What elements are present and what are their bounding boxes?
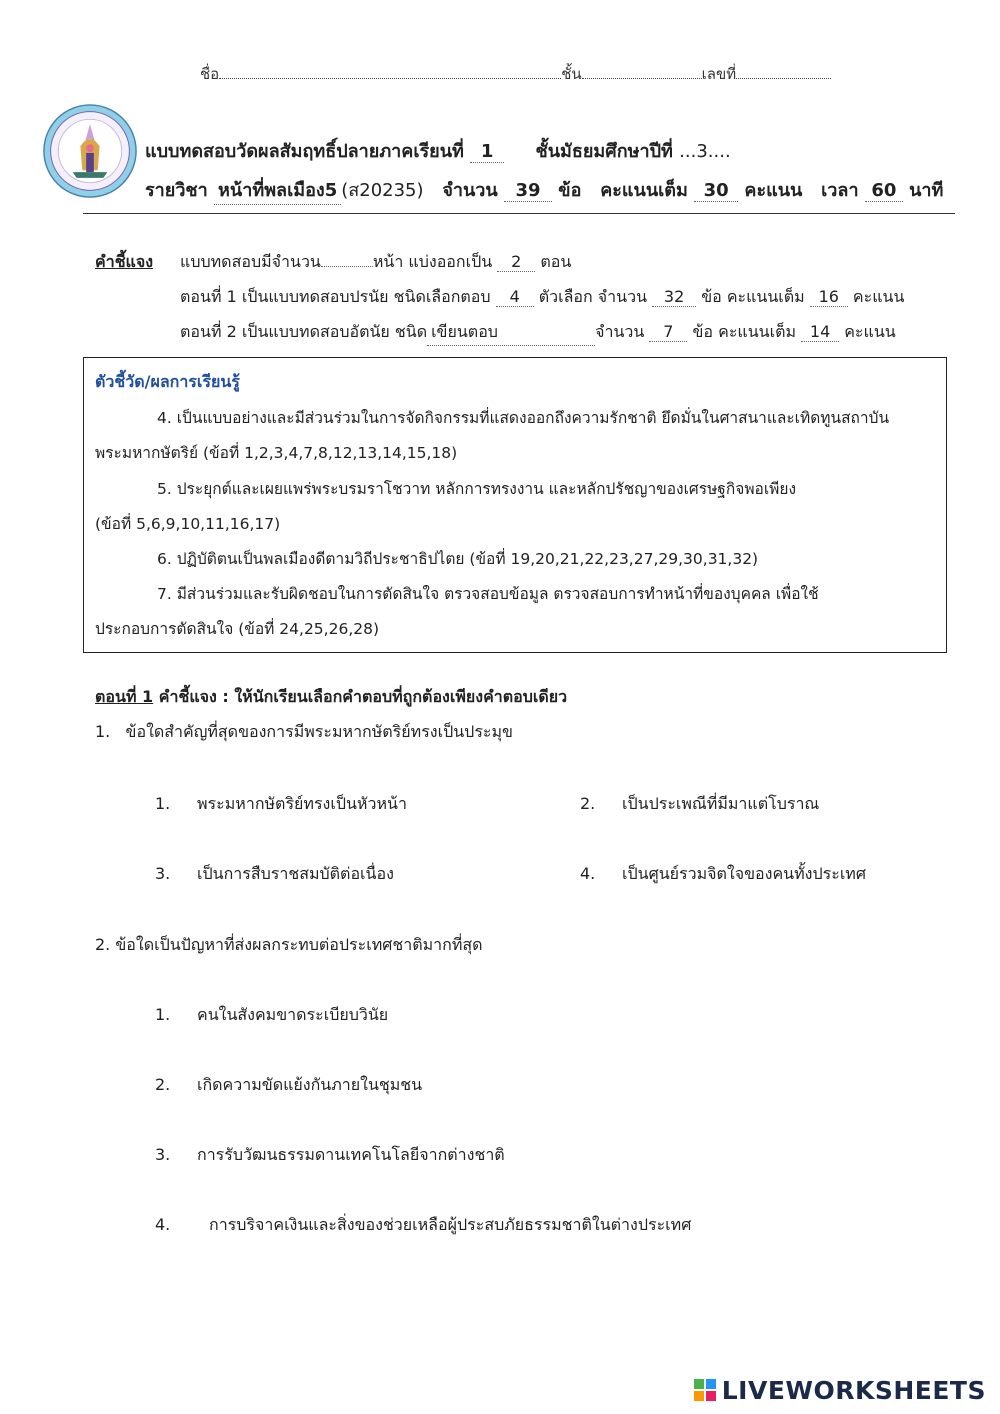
time-value: 60 <box>865 180 903 202</box>
time-label: เวลา <box>821 180 859 201</box>
liveworksheets-wordmark: LIVEWORKSHEETS <box>721 1375 986 1405</box>
question-2 <box>95 933 483 958</box>
option-number: 4. <box>580 864 596 883</box>
indicator-4-line-1: 4. เป็นแบบอย่างและมีส่วนร่วมในการจัดกิจกรรมที่แสดงออกถึงความรักชาติ ยึดมั่นในศาสนาและเทิดทูนสถาบัน <box>157 409 890 427</box>
instr-text: ตอนที่ 1 เป็นแบบทดสอบปรนัย ชนิดเลือกตอบ <box>180 287 491 306</box>
option-number: 3. <box>155 864 171 883</box>
q1-option-2[interactable] <box>580 792 819 817</box>
instr-text: ตอน <box>540 252 572 271</box>
student-info-line <box>200 62 831 86</box>
score-value: 30 <box>694 180 738 202</box>
liveworksheets-icon <box>694 1379 716 1401</box>
question-number: 2. <box>95 935 111 954</box>
indicator-7-line-1: 7. มีส่วนร่วมและรับผิดชอบในการตัดสินใจ ตรวจสอบข้อมูล ตรวจสอบการทำหน้าที่ของบุคคล เพื่อใช้ <box>157 585 819 603</box>
q2-option-4[interactable] <box>155 1213 691 1238</box>
school-logo <box>42 103 138 199</box>
option-text: การรับวัฒนธรรมดานเทคโนโลยีจากต่างชาติ <box>197 1145 505 1164</box>
option-number: 3. <box>155 1145 171 1164</box>
indicator-5-line-1: 5. ประยุกต์และเผยแพร่พระบรมราโชวาท หลักการทรงงาน และหลักปรัชญาของเศรษฐกิจพอเพียง <box>157 480 797 498</box>
semester-value: 1 <box>470 141 504 163</box>
choices-value: 4 <box>496 287 534 307</box>
class-field[interactable] <box>582 66 702 79</box>
question-text: ข้อใดเป็นปัญหาที่ส่งผลกระทบต่อประเทศชาติมากที่สุด <box>115 935 483 954</box>
subject-code: (ส20235) <box>341 180 424 201</box>
q2-option-3[interactable] <box>155 1143 505 1168</box>
q1-option-3[interactable] <box>155 862 394 887</box>
option-text: เกิดความขัดแย้งกันภายในชุมชน <box>197 1075 423 1094</box>
count-label: จำนวน <box>442 180 498 201</box>
part2-count: 7 <box>649 322 687 342</box>
count-value: 39 <box>504 180 552 202</box>
option-number: 2. <box>580 794 596 813</box>
instr-text: ตัวเลือก จำนวน <box>538 287 647 306</box>
q2-option-2[interactable] <box>155 1073 422 1098</box>
part2-type: เขียนตอบ <box>427 320 595 346</box>
instr-text: แบบทดสอบมีจำนวน <box>180 252 321 271</box>
liveworksheets-logo <box>694 1376 986 1404</box>
option-number: 4. <box>155 1215 171 1234</box>
page-count-field[interactable] <box>321 266 373 267</box>
subject-value: หน้าที่พลเมือง5 <box>214 175 341 205</box>
item-unit: ข้อ <box>558 180 582 201</box>
indicator-7-line-2: ประกอบการตัดสินใจ (ข้อที่ 24,25,26,28) <box>95 620 380 638</box>
q1-option-4[interactable] <box>580 862 866 887</box>
option-text: เป็นการสืบราชสมบัติต่อเนื่อง <box>197 864 394 883</box>
exam-title <box>145 136 731 165</box>
name-field[interactable] <box>219 66 561 79</box>
time-unit: นาที <box>909 180 944 201</box>
option-text: เป็นศูนย์รวมจิตใจของคนทั้งประเทศ <box>622 864 866 883</box>
instr-text: ข้อ คะแนนเต็ม <box>692 322 797 341</box>
section-1-label: ตอนที่ 1 <box>95 687 154 706</box>
grade-label: ชั้นมัธยมศึกษาปีที่ <box>535 141 673 162</box>
section-1-text: คำชี้แจง : ให้นักเรียนเลือกคำตอบที่ถูกต้องเพียงคำตอบเดียว <box>158 687 568 706</box>
instr-text: คะแนน <box>844 322 896 341</box>
instr-text: จำนวน <box>595 322 645 341</box>
section-1-heading <box>95 685 567 710</box>
indicator-5-line-2: (ข้อที่ 5,6,9,10,11,16,17) <box>95 515 281 533</box>
instructions-line-3 <box>180 320 896 346</box>
instr-text: ข้อ คะแนนเต็ม <box>701 287 805 306</box>
number-field[interactable] <box>736 66 831 79</box>
part2-score: 14 <box>801 322 839 342</box>
option-number: 2. <box>155 1075 171 1094</box>
part1-count: 32 <box>652 287 696 307</box>
name-label: ชื่อ <box>200 65 220 83</box>
option-text: การบริจาคเงินและสิ่งของช่วยเหลือผู้ประสบภัยธรรมชาติในต่างประเทศ <box>209 1215 692 1234</box>
subject-line <box>145 175 943 205</box>
score-unit: คะแนน <box>744 180 803 201</box>
instr-text: ตอนที่ 2 เป็นแบบทดสอบอัตนัย ชนิด <box>180 322 428 341</box>
question-number: 1. <box>95 722 111 741</box>
option-text: คนในสังคมขาดระเบียบวินัย <box>197 1005 389 1024</box>
instr-text: หน้า แบ่งออกเป็น <box>372 252 493 271</box>
parts-value: 2 <box>497 252 535 272</box>
grade-value: ...3.... <box>679 141 731 162</box>
subject-label: รายวิชา <box>145 180 208 201</box>
option-number: 1. <box>155 794 171 813</box>
option-text: พระมหากษัตริย์ทรงเป็นหัวหน้า <box>197 794 407 813</box>
q2-option-1[interactable] <box>155 1003 388 1028</box>
indicators-box <box>83 357 947 653</box>
instructions-heading: คำชี้แจง <box>95 252 154 271</box>
indicator-4-line-2: พระมหากษัตริย์ (ข้อที่ 1,2,3,4,7,8,12,13,14,15,18) <box>95 444 458 462</box>
instructions-line-2 <box>180 285 904 310</box>
option-number: 1. <box>155 1005 171 1024</box>
option-text: เป็นประเพณีที่มีมาแต่โบราณ <box>622 794 820 813</box>
part1-score: 16 <box>810 287 848 307</box>
q1-option-1[interactable] <box>155 792 407 817</box>
instr-text: คะแนน <box>852 287 905 306</box>
instructions-line-1 <box>180 250 571 275</box>
indicators-title: ตัวชี้วัด/ผลการเรียนรู้ <box>95 372 240 391</box>
class-label: ชั้น <box>561 65 582 83</box>
header-divider <box>83 213 955 214</box>
question-text: ข้อใดสำคัญที่สุดของการมีพระมหากษัตริย์ทรงเป็นประมุข <box>125 722 513 741</box>
title-prefix: แบบทดสอบวัดผลสัมฤทธิ์ปลายภาคเรียนที่ <box>145 141 464 162</box>
number-label: เลขที่ <box>701 65 737 83</box>
question-1 <box>95 720 513 745</box>
indicator-6: 6. ปฏิบัติตนเป็นพลเมืองดีตามวิถีประชาธิปไตย (ข้อที่ 19,20,21,22,23,27,29,30,31,32) <box>157 550 759 568</box>
score-label: คะแนนเต็ม <box>600 180 688 201</box>
